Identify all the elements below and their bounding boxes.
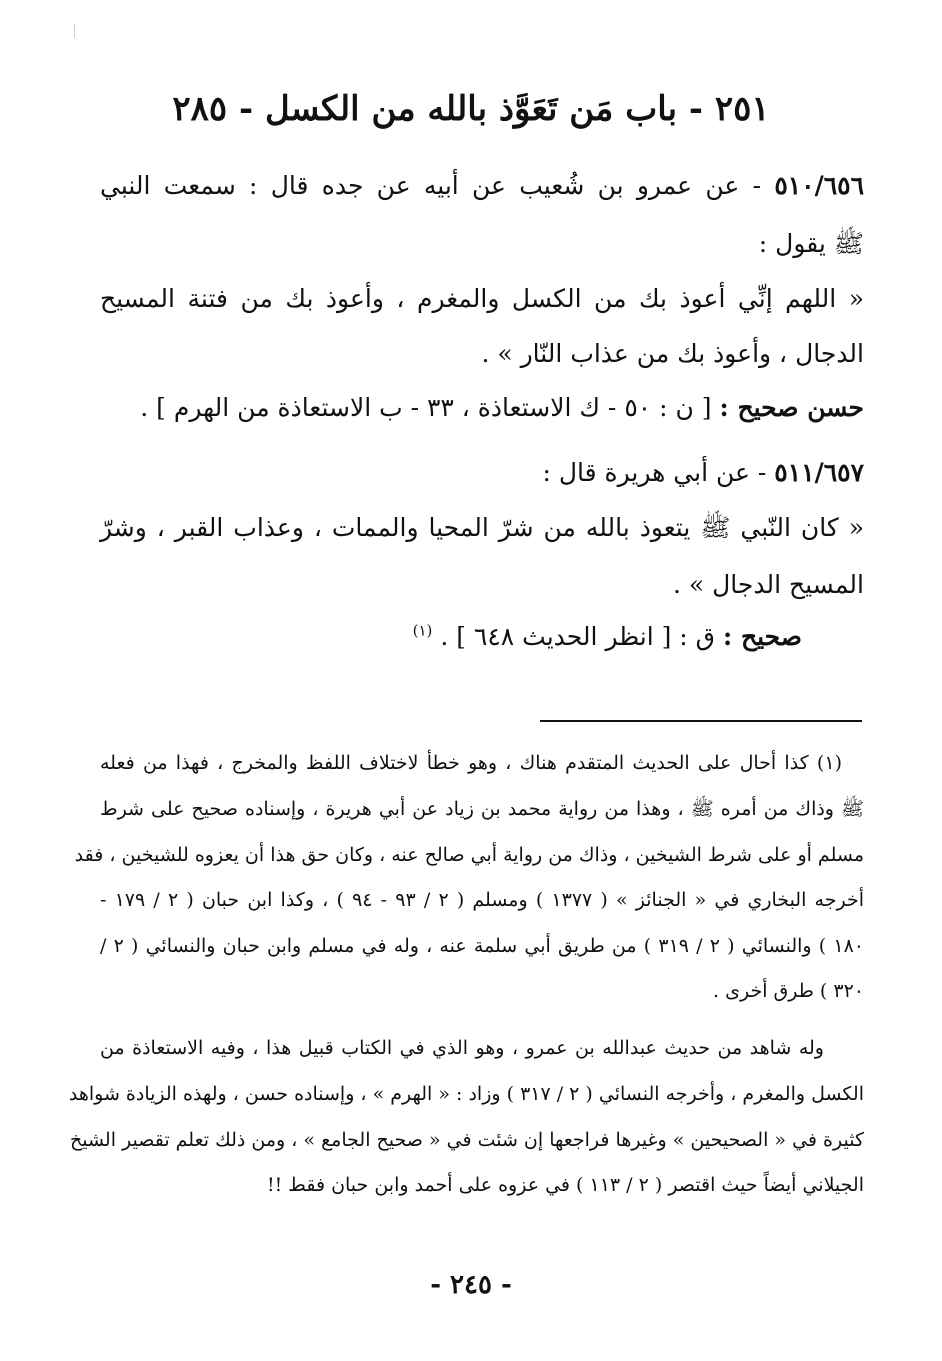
footnote-1-continued [68,1033,864,1213]
hadith-510-isnad: - عن عمرو بن شُعيب عن أبيه عن جده قال : سمعت النبي [100,171,762,200]
footnote-1 [74,748,865,1028]
footnote-para2-line-4: الجيلاني أيضاً حيث اقتصر ( ٢ / ١١٣ ) في عزوه على أحمد وابن حبان فقط !! [266,1174,864,1196]
hadith-511-number: ٥١١/٦٥٧ [774,458,864,487]
hadith-510-grade-ref: [ ن : ٥٠ - ك الاستعاذة ، ٣٣ - ب الاستعاذة من الهرم ] . [140,393,712,422]
hadith-510-line-3: « اللهم إنِّي أعوذ بك من الكسل والمغرم ، وأعوذ بك من فتنة المسيح [100,284,864,313]
footnote-line-2: ﷺ وذاك من أمره ﷺ ، وهذا من رواية محمد بن زياد عن أبي هريرة ، وإسناده صحيح على شرط [100,798,864,820]
hadith-511-line-1 [542,457,864,489]
chapter-title: ٢٥١ - باب مَن تَعَوَّذ بالله من الكسل - ٢٨٥ [172,89,770,129]
footnote-para2-line-3: كثيرة في « الصحيحين » وغيرها فراجعها إن شئت في « صحيح الجامع » ، ومن ذلك تعلم تقصير الشيخ [69,1129,864,1151]
footnote-para2-line-1: وله شاهد من حديث عبدالله بن عمرو ، وهو الذي في الكتاب قبيل هذا ، وفيه الاستعاذة من [100,1037,824,1059]
hadith-511-grading [413,621,802,653]
hadith-510-line-4: الدجال ، وأعوذ بك من عذاب النّار » . [481,339,864,368]
hadith-510-grading [140,392,864,424]
footnote-para2-line-2: الكسل والمغرم ، وأخرجه النسائي ( ٢ / ٣١٧ ) وزاد : « الهرم » ، وإسناده حسن ، ولهذه الزيادة شواهد [68,1083,864,1105]
footnote-line-3: مسلم أو على شرط الشيخين ، وذاك من رواية أبي صالح عنه ، وكان حق هذا أن يعزوه للشيخين ، فقد [74,844,864,866]
scan-edge-mark [74,24,75,38]
footnote-line-6: ٣٢٠ ) طرق أخرى . [713,980,864,1002]
footnote-line-5: ١٨٠ ) والنسائي ( ٢ / ٣١٩ ) من طريق أبي سلمة عنه ، وله في مسلم وابن حبان والنسائي ( ٢ / [100,935,865,957]
hadith-511-line-2: « كان النّبي ﷺ يتعوذ بالله من شرّ المحيا والممات ، وعذاب القبر ، وشرّ [100,513,864,542]
hadith-511-isnad: - عن أبي هريرة قال : [542,458,767,487]
page-number: - ٢٤٥ - [430,1270,512,1300]
footnote-reference: (١) [412,621,433,640]
hadith-510-line-2: ﷺ يقول : [758,229,864,258]
hadith-511-grade: صحيح : [723,622,802,651]
hadith-510-line-1 [100,170,864,202]
hadith-510 [100,170,864,430]
hadith-510-number: ٥١٠/٦٥٦ [774,171,865,200]
footnote-separator [540,720,862,722]
hadith-511-line-3: المسيح الدجال » . [672,570,864,599]
footnote-line-1: (١) كذا أحال على الحديث المتقدم هناك ، وهو خطأ لاختلاف اللفظ والمخرج ، فهذا من فعله [100,752,842,774]
hadith-511 [100,457,864,677]
hadith-510-grade: حسن صحيح : [719,393,864,422]
hadith-511-grade-ref: ق : [ انظر الحديث ٦٤٨ ] . [440,622,716,651]
footnote-line-4: أخرجه البخاري في « الجنائز » ( ١٣٧٧ ) ومسلم ( ٢ / ٩٣ - ٩٤ ) ، وكذا ابن حبان ( ٢ / ١٧٩ - [100,889,864,911]
